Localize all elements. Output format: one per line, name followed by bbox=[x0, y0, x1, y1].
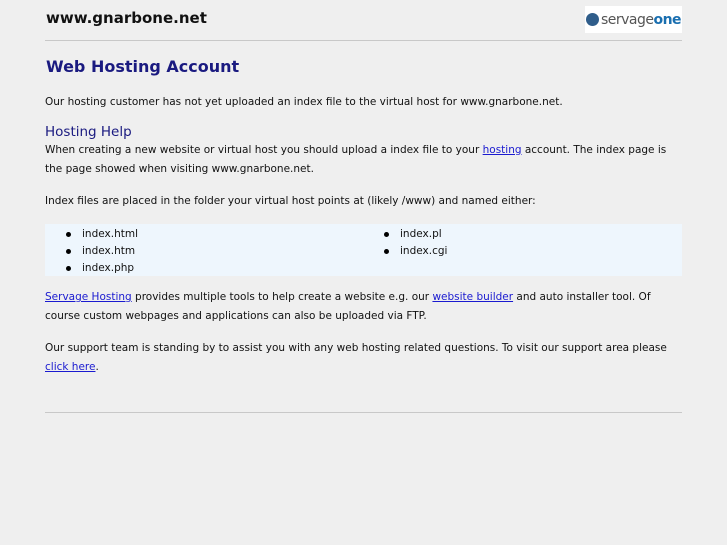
hosting-help-heading: Hosting Help bbox=[45, 124, 132, 140]
website-builder-link[interactable]: website builder bbox=[432, 291, 514, 303]
hosting-link[interactable]: hosting bbox=[482, 144, 522, 156]
page-title: Web Hosting Account bbox=[46, 57, 240, 76]
click-here-link[interactable]: click here bbox=[45, 361, 96, 373]
site-name: www.gnarbone.net bbox=[46, 9, 207, 27]
help-paragraph-1: When creating a new website or virtual host you should upload a index file to your hosting account. The index page is the page showed when visiting www.gnarbone.net. bbox=[45, 144, 667, 175]
list-item: index.cgi bbox=[363, 243, 447, 260]
help-paragraph-4: Our support team is standing by to assist you with any web hosting related questions. To visit our support area please click here. bbox=[45, 342, 667, 373]
list-item: index.htm bbox=[45, 243, 138, 260]
index-files-list bbox=[45, 224, 682, 276]
intro-text: Our hosting customer has not yet uploaded an index file to the virtual host for www.gnarbone.net. bbox=[45, 96, 563, 108]
footer-divider bbox=[45, 412, 682, 413]
header bbox=[45, 0, 682, 41]
list-item: index.html bbox=[45, 226, 138, 243]
logo-text-one: one bbox=[653, 11, 682, 28]
logo-text-servage: servage bbox=[600, 11, 654, 28]
globe-icon bbox=[586, 13, 599, 26]
help-paragraph-3: Servage Hosting provides multiple tools to help create a website e.g. our website builder and auto installer tool. Of course custom webpages and applications can also be uploaded via FTP. bbox=[45, 291, 651, 322]
servage-hosting-link[interactable]: Servage Hosting bbox=[45, 291, 132, 303]
help-paragraph-2: Index files are placed in the folder your virtual host points at (likely /www) and named either: bbox=[45, 195, 536, 207]
list-item: index.php bbox=[45, 260, 138, 277]
list-item: index.pl bbox=[363, 226, 447, 243]
servage-one-logo[interactable] bbox=[585, 6, 682, 33]
